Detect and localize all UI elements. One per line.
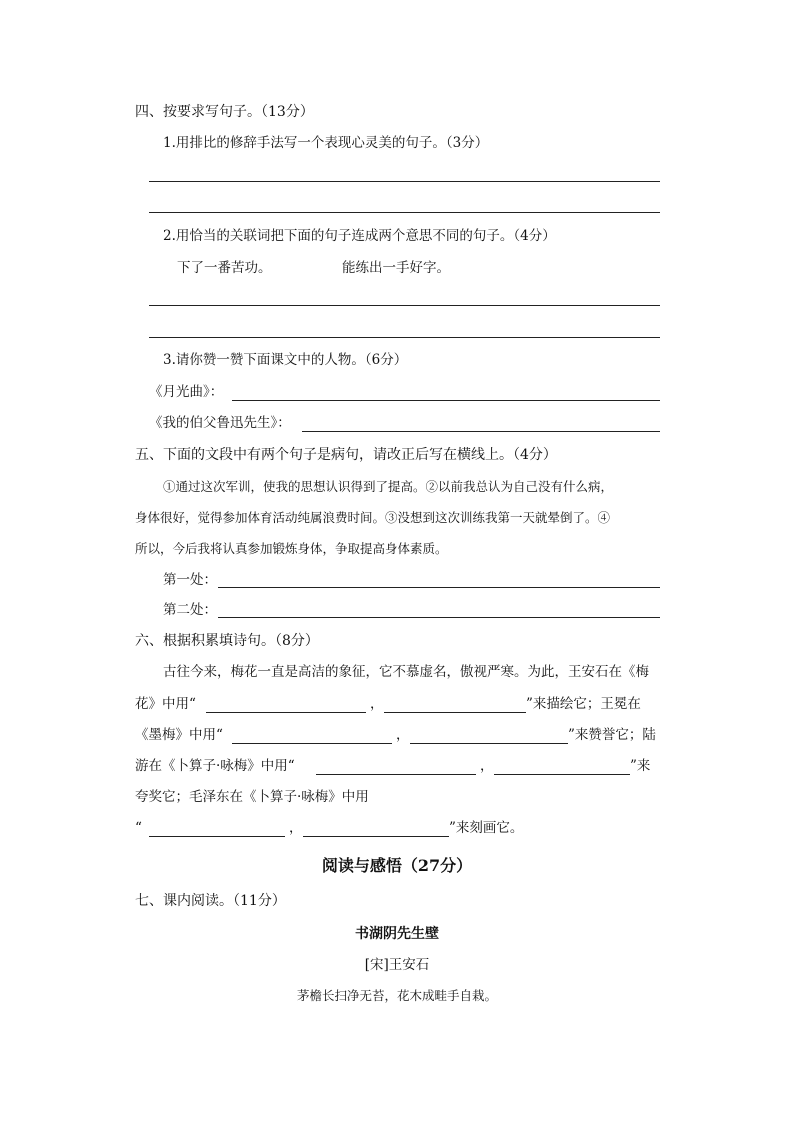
fix-label-2: 第二处： (163, 602, 217, 618)
comma: ， (370, 696, 384, 712)
fill-paragraph-line: “ (135, 820, 142, 836)
question-4-3: 3.请你赞一赞下面课文中的人物。（6分） (163, 352, 408, 368)
section-title: 阅读与感悟（27分） (321, 856, 473, 875)
section-4-heading: 四、按要求写句子。（13分） (135, 104, 314, 120)
fill-paragraph-line: ”来赞誉它；陆 (568, 727, 656, 743)
comma: ， (289, 820, 303, 836)
fill-paragraph-line: 花》中用“ (135, 696, 196, 712)
section-7-heading: 七、课内阅读。（11分） (135, 893, 286, 909)
answer-line[interactable] (302, 431, 660, 432)
lesson-label-luxun: 《我的伯父鲁迅先生》： (149, 415, 291, 431)
blank-line[interactable] (410, 743, 568, 744)
blank-line[interactable] (149, 836, 285, 837)
poem-title: 书湖阴先生壁 (355, 926, 439, 942)
answer-line[interactable] (149, 181, 660, 182)
passage-line: ①通过这次军训，使我的思想认识得到了提高。②以前我总认为自己没有什么病， (163, 479, 614, 494)
answer-line[interactable] (232, 400, 660, 401)
blank-line[interactable] (494, 774, 630, 775)
passage-line: 所以，今后我将认真参加锻炼身体，争取提高身体素质。 (135, 541, 448, 556)
section-5-heading: 五、下面的文段中有两个句子是病句，请改正后写在横线上。（4分） (135, 447, 557, 463)
fill-paragraph-line: ”来描绘它；王冕在 (526, 696, 641, 712)
passage-line: 身体很好，觉得参加体育活动纯属浪费时间。③没想到这次训练我第一天就晕倒了。④ (135, 510, 611, 525)
fix-label-1: 第一处： (163, 572, 217, 588)
comma: ， (480, 758, 494, 774)
lesson-label-moonlight: 《月光曲》： (149, 384, 224, 400)
blank-line[interactable] (384, 712, 526, 713)
fill-paragraph-line: 游在《卜算子·咏梅》中用“ (135, 758, 295, 774)
clause-b: 能练出一手好字。 (342, 260, 450, 276)
fill-paragraph-line: ”来刻画它。 (449, 820, 524, 836)
answer-line[interactable] (149, 212, 660, 213)
blank-line[interactable] (232, 743, 392, 744)
blank-line[interactable] (206, 712, 366, 713)
clause-a: 下了一番苦功。 (177, 260, 272, 276)
poem-author: [宋]王安石 (364, 957, 430, 973)
answer-line[interactable] (218, 617, 660, 618)
question-4-2: 2.用恰当的关联词把下面的句子连成两个意思不同的句子。（4分） (163, 228, 556, 244)
fill-paragraph-line: 《墨梅》中用“ (135, 727, 223, 743)
answer-line[interactable] (149, 337, 660, 338)
fill-paragraph-line: 夸奖它；毛泽东在《卜算子·咏梅》中用 (135, 789, 369, 805)
answer-line[interactable] (149, 305, 660, 306)
fill-paragraph-line: 古往今来，梅花一直是高洁的象征，它不慕虚名，傲视严寒。为此，王安石在《梅 (163, 664, 649, 680)
comma: ， (396, 727, 410, 743)
blank-line[interactable] (303, 836, 449, 837)
answer-line[interactable] (218, 587, 660, 588)
poem-line: 茅檐长扫净无苔，花木成畦手自栽。 (296, 988, 497, 1003)
fill-paragraph-line: ”来 (630, 758, 651, 774)
question-4-1: 1.用排比的修辞手法写一个表现心灵美的句子。（3分） (163, 135, 489, 151)
section-6-heading: 六、根据积累填诗句。（8分） (135, 633, 319, 649)
blank-line[interactable] (316, 774, 476, 775)
